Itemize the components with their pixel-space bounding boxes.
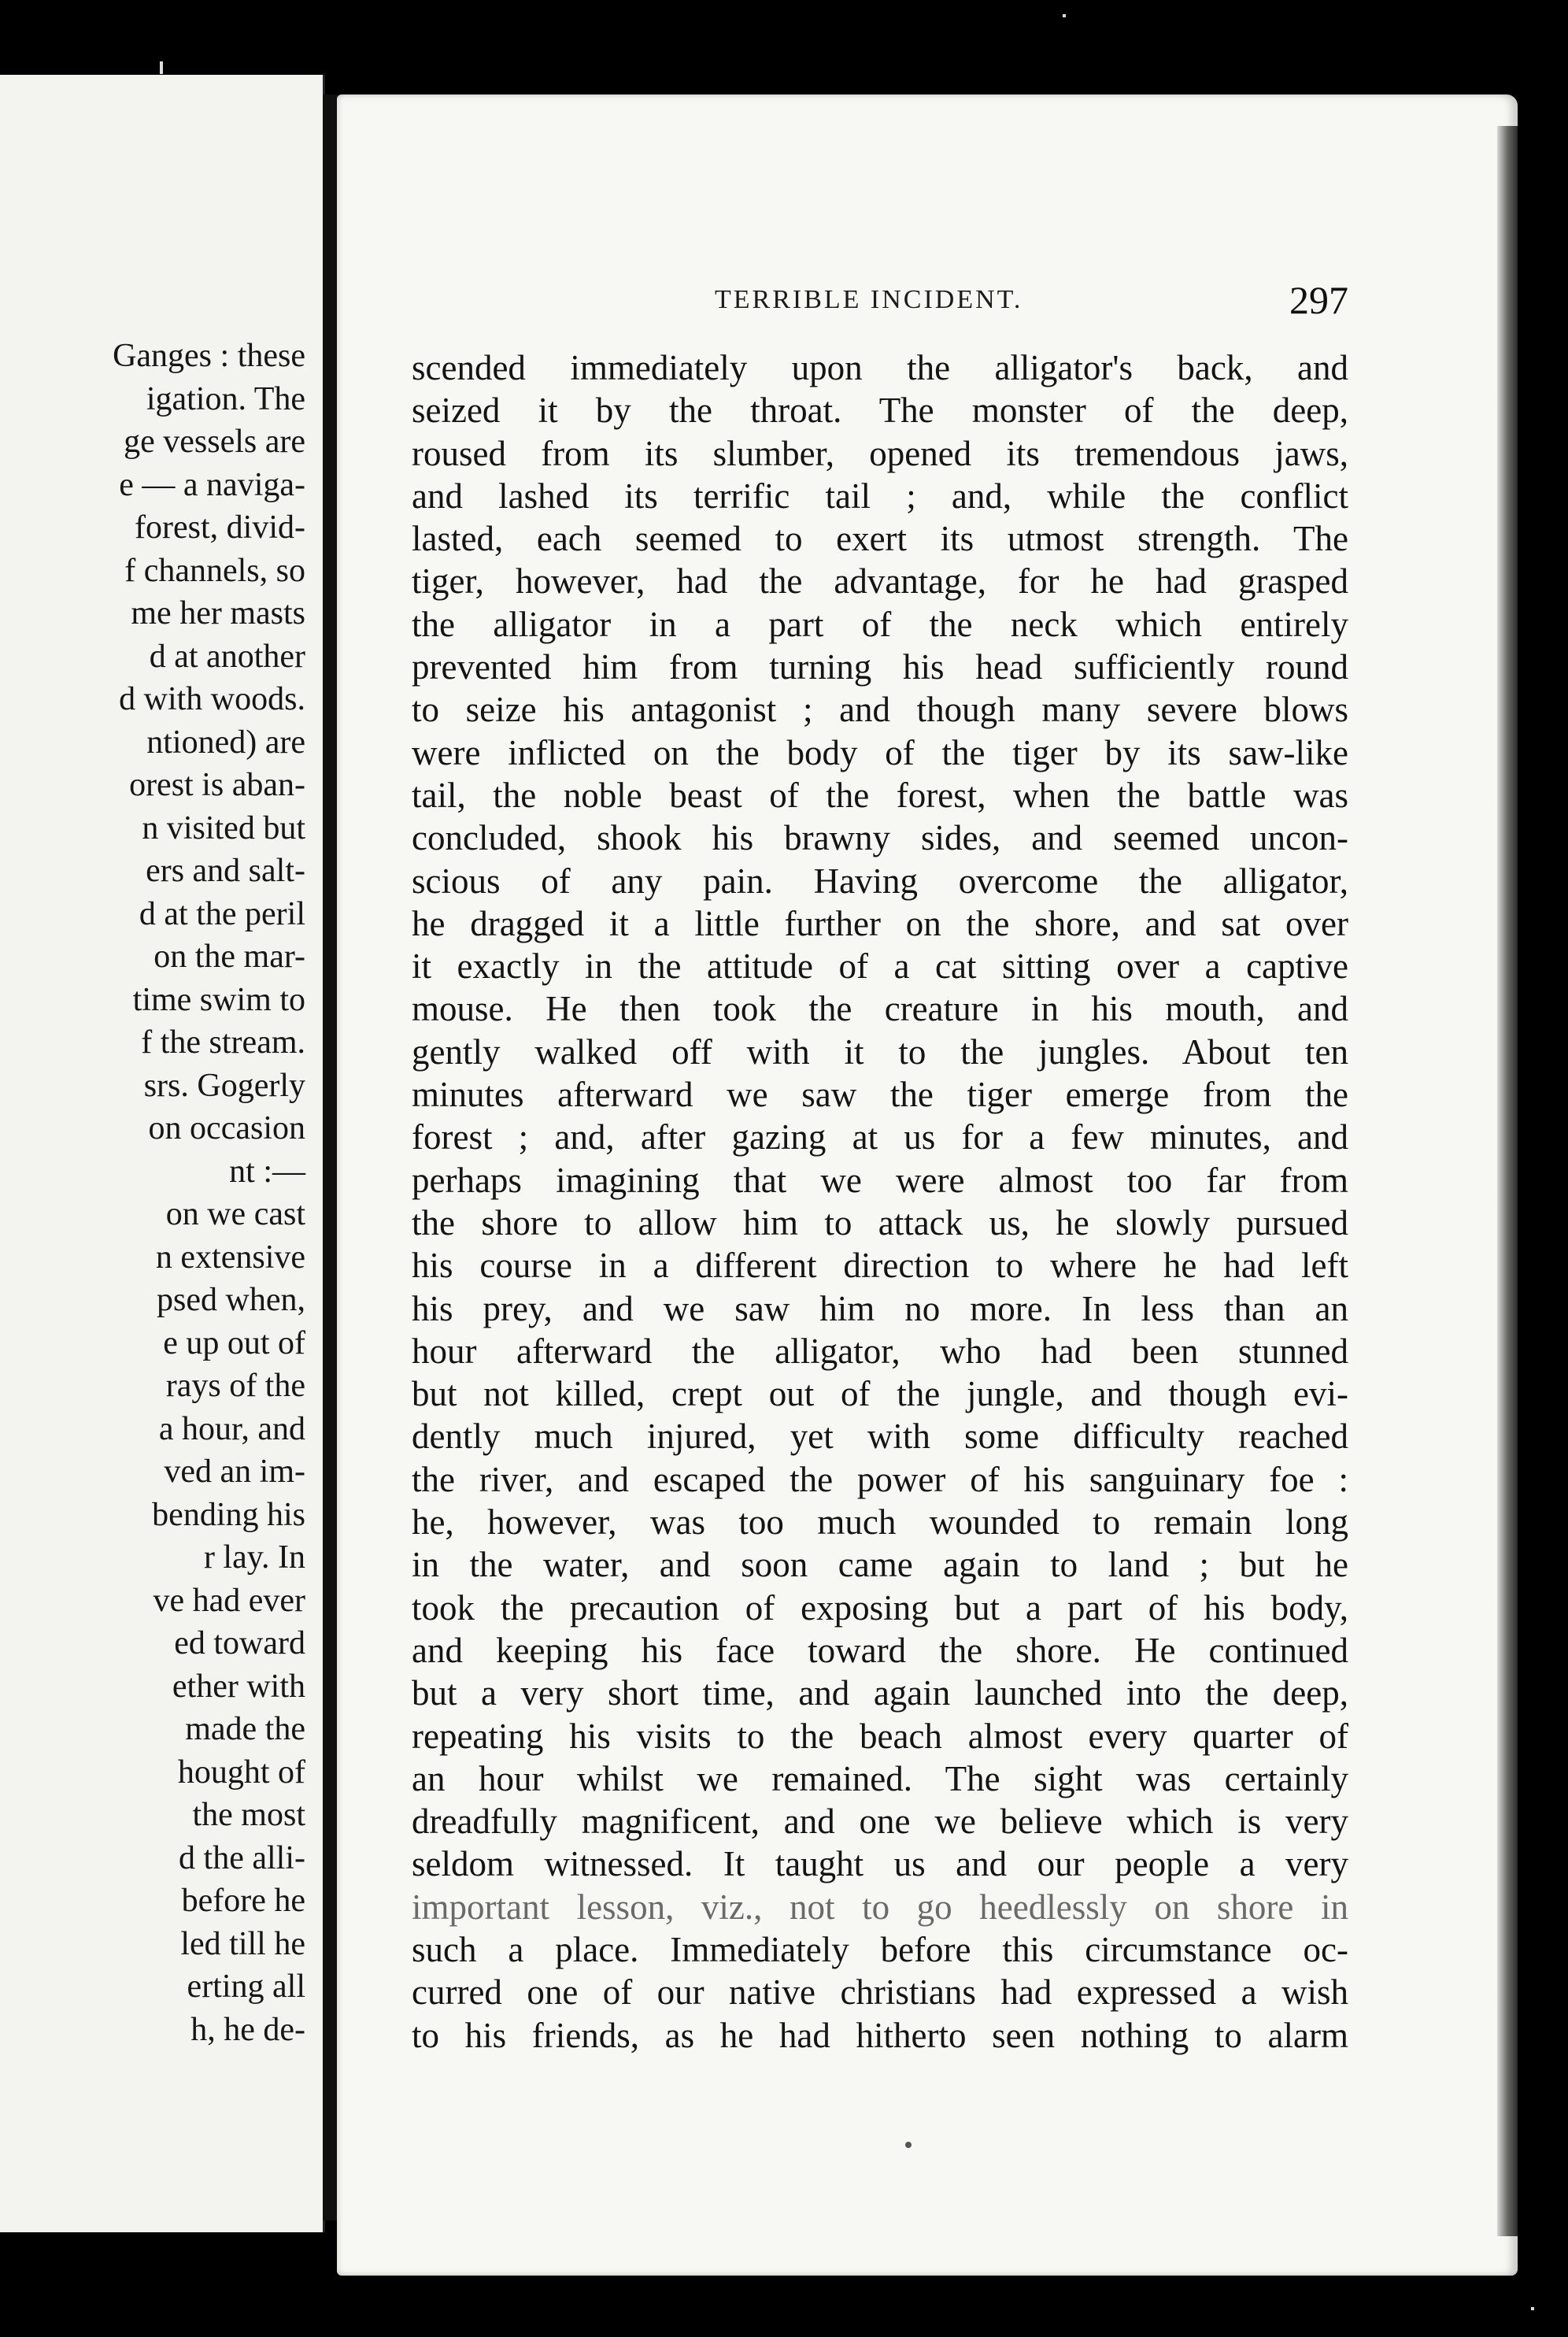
left-line: me her masts bbox=[131, 595, 305, 631]
text-line: an hour whilst we remained. The sight was certainly bbox=[412, 1758, 1348, 1798]
text-line: to his friends, as he had hitherto seen nothing to alarm bbox=[412, 2015, 1348, 2055]
left-line: hought of bbox=[177, 1754, 305, 1791]
right-page bbox=[337, 94, 1518, 2276]
left-line: erting all bbox=[187, 1968, 305, 2005]
text-line: but not killed, crept out of the jungle, and though evi- bbox=[412, 1374, 1348, 1414]
left-line: led till he bbox=[180, 1925, 305, 1962]
left-line: d at another bbox=[149, 638, 305, 675]
book-gutter bbox=[323, 94, 338, 2220]
left-line: n visited but bbox=[142, 809, 305, 846]
running-head: TERRIBLE INCIDENT. bbox=[715, 285, 1023, 314]
left-line: igation. The bbox=[146, 380, 305, 417]
text-line: and lashed its terrific tail ; and, while the conflict bbox=[412, 476, 1348, 516]
text-line: tiger, however, had the advantage, for he had grasped bbox=[412, 561, 1348, 602]
left-line: the most bbox=[192, 1797, 305, 1833]
left-line: nt :— bbox=[229, 1153, 305, 1190]
left-line: e up out of bbox=[163, 1324, 305, 1361]
text-line: scious of any pain. Having overcome the alligator, bbox=[412, 861, 1348, 901]
left-line: ntioned) are bbox=[146, 724, 305, 761]
scan-speck bbox=[1531, 2307, 1534, 2310]
text-line: the alligator in a part of the neck which entirely bbox=[412, 604, 1348, 644]
left-line: d the alli- bbox=[179, 1839, 305, 1876]
left-line: h, he de- bbox=[190, 2011, 305, 2048]
text-line: and keeping his face toward the shore. He continued bbox=[412, 1630, 1348, 1670]
text-line: he, however, was too much wounded to remain long bbox=[412, 1502, 1348, 1543]
left-line: before he bbox=[181, 1883, 305, 1919]
left-line: ved an im- bbox=[164, 1454, 305, 1490]
left-line: time swim to bbox=[132, 981, 305, 1018]
page-number: 297 bbox=[1289, 278, 1348, 322]
text-line: prevented him from turning his head sufficiently round bbox=[412, 647, 1348, 687]
text-line: important lesson, viz., not to go heedlessly on shore in bbox=[412, 1887, 1348, 1927]
body-text bbox=[412, 346, 1348, 2057]
text-line: his course in a different direction to where he had left bbox=[412, 1246, 1348, 1286]
page-header bbox=[337, 277, 1348, 332]
text-line: forest ; and, after gazing at us for a few minutes, and bbox=[412, 1117, 1348, 1157]
text-line: repeating his visits to the beach almost every quarter of bbox=[412, 1716, 1348, 1756]
text-line: gently walked off with it to the jungles. About ten bbox=[412, 1031, 1348, 1072]
left-line: srs. Gogerly bbox=[143, 1067, 305, 1104]
text-line: curred one of our native christians had expressed a wish bbox=[412, 1972, 1348, 2013]
left-line: ed toward bbox=[174, 1625, 305, 1661]
text-line: scended immediately upon the alligator's back, and bbox=[412, 348, 1348, 387]
page-edge bbox=[1497, 126, 1518, 2236]
left-line: n extensive bbox=[155, 1239, 305, 1276]
text-line: seldom witnessed. It taught us and our people a very bbox=[412, 1844, 1348, 1884]
left-line: f channels, so bbox=[124, 552, 305, 589]
text-line: such a place. Immediately before this circumstance oc- bbox=[412, 1929, 1348, 1969]
scan-speck bbox=[1063, 14, 1066, 17]
left-page-text bbox=[0, 335, 305, 2051]
left-line: ers and salt- bbox=[146, 853, 305, 889]
ink-speck bbox=[905, 2142, 912, 2148]
left-line: a hour, and bbox=[158, 1410, 305, 1447]
left-line: psed when, bbox=[157, 1282, 305, 1318]
scan-speck bbox=[160, 61, 163, 74]
left-line: r lay. In bbox=[203, 1539, 305, 1576]
text-line: hour afterward the alligator, who had been stunned bbox=[412, 1331, 1348, 1371]
left-line: ether with bbox=[172, 1668, 305, 1705]
left-line: e — a naviga- bbox=[119, 466, 305, 503]
text-line: concluded, shook his brawny sides, and seemed uncon- bbox=[412, 818, 1348, 858]
text-line: tail, the noble beast of the forest, when the battle was bbox=[412, 775, 1348, 815]
left-line: forest, divid- bbox=[135, 509, 305, 546]
text-line: were inflicted on the body of the tiger by its saw-like bbox=[412, 732, 1348, 772]
text-line: but a very short time, and again launched into the deep, bbox=[412, 1673, 1348, 1713]
text-line: lasted, each seemed to exert its utmost strength. The bbox=[412, 519, 1348, 559]
text-line: dreadfully magnificent, and one we believe which is very bbox=[412, 1802, 1348, 1842]
text-line: to seize his antagonist ; and though many severe blows bbox=[412, 690, 1348, 730]
text-line: mouse. He then took the creature in his mouth, and bbox=[412, 989, 1348, 1029]
text-line: the river, and escaped the power of his sanguinary foe : bbox=[412, 1459, 1348, 1499]
left-line: rays of the bbox=[165, 1368, 305, 1404]
left-line: bending his bbox=[152, 1496, 305, 1533]
left-line: made the bbox=[185, 1711, 305, 1747]
text-line: seized it by the throat. The monster of the deep, bbox=[412, 391, 1348, 431]
text-line: took the precaution of exposing but a part of his body, bbox=[412, 1587, 1348, 1628]
text-line: it exactly in the attitude of a cat sitting over a captive bbox=[412, 946, 1348, 987]
left-line: d at the peril bbox=[139, 895, 305, 932]
text-line: his prey, and we saw him no more. In less than an bbox=[412, 1288, 1348, 1328]
left-line: on occasion bbox=[148, 1110, 305, 1146]
left-line: f the stream. bbox=[141, 1024, 305, 1061]
left-line: Ganges : these bbox=[113, 338, 305, 374]
text-line: in the water, and soon came again to land ; but he bbox=[412, 1545, 1348, 1585]
left-line: ge vessels are bbox=[124, 424, 305, 460]
text-line: minutes afterward we saw the tiger emerge from the bbox=[412, 1075, 1348, 1115]
text-line: perhaps imagining that we were almost too far from bbox=[412, 1160, 1348, 1200]
text-line: roused from its slumber, opened its tremendous jaws, bbox=[412, 433, 1348, 473]
text-line: dently much injured, yet with some difficulty reached bbox=[412, 1417, 1348, 1457]
left-line: orest is aban- bbox=[129, 767, 305, 803]
text-line: he dragged it a little further on the shore, and sat over bbox=[412, 903, 1348, 943]
left-line: on we cast bbox=[165, 1196, 305, 1232]
text-line: the shore to allow him to attack us, he slowly pursued bbox=[412, 1202, 1348, 1243]
left-line: ve had ever bbox=[153, 1582, 305, 1619]
left-page bbox=[0, 75, 325, 2232]
left-line: d with woods. bbox=[119, 681, 305, 717]
left-line: on the mar- bbox=[153, 939, 305, 975]
